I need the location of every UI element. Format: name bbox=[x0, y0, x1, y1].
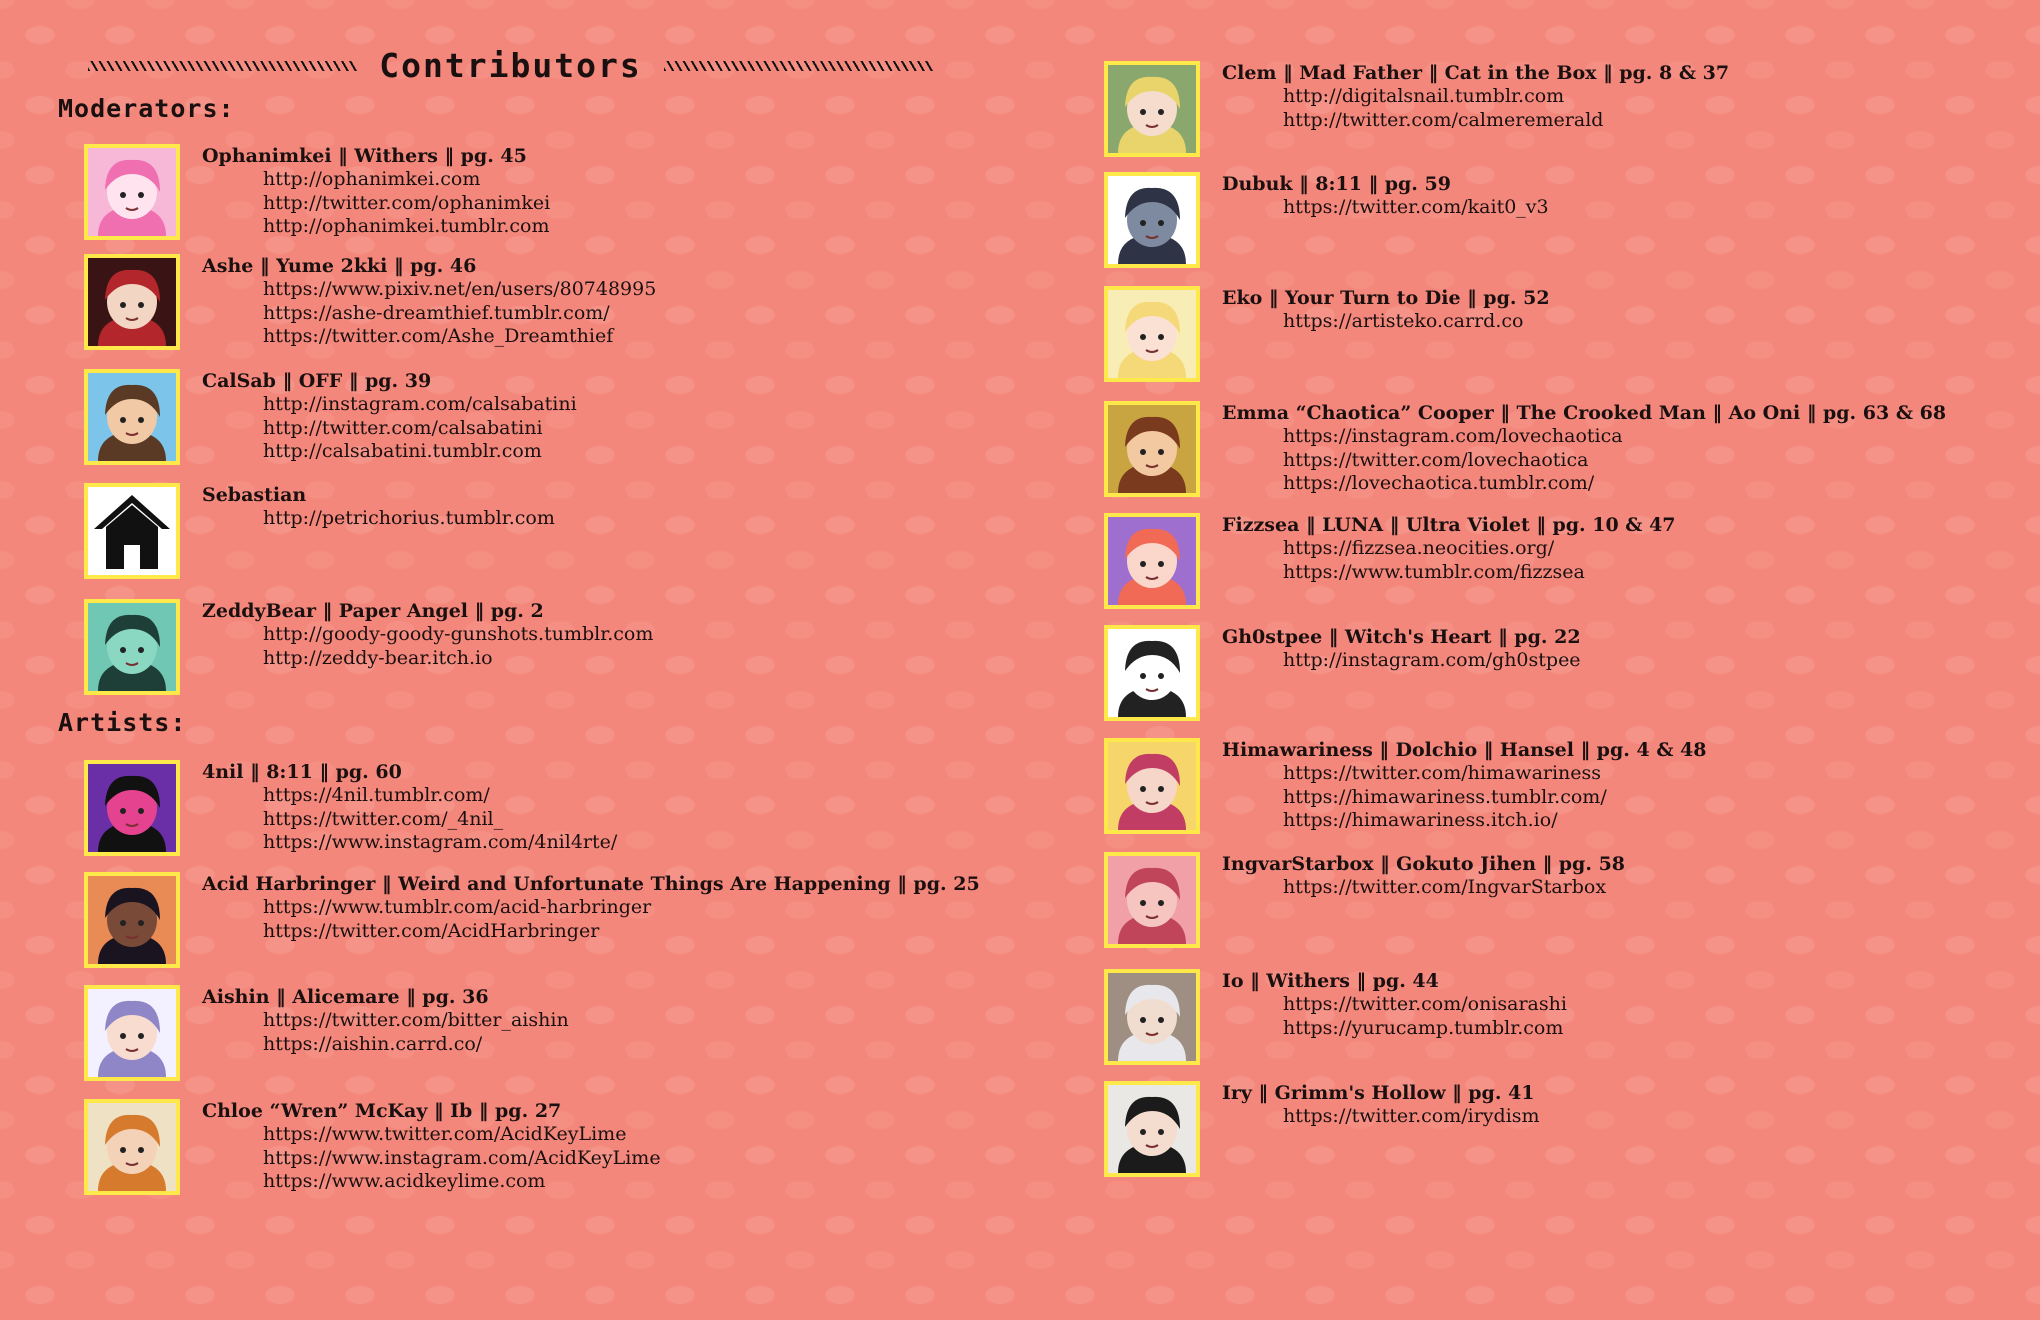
contributor-link[interactable]: https://www.pixiv.net/en/users/80748995 bbox=[263, 278, 657, 300]
contributor-name: Acid Harbringer ‖ Weird and Unfortunate Things Are Happening ‖ pg. 25 bbox=[202, 873, 980, 895]
title-squiggle-left bbox=[88, 61, 357, 71]
contributor-link[interactable]: https://www.instagram.com/4nil4rte/ bbox=[263, 831, 618, 853]
orange-haired-character-avatar bbox=[84, 1099, 180, 1195]
contributor-info bbox=[202, 370, 577, 464]
contributor-link[interactable]: https://lovechaotica.tumblr.com/ bbox=[1283, 472, 1595, 494]
contributor-info bbox=[1222, 402, 1946, 496]
contributor-info bbox=[202, 145, 550, 239]
cat-face-avatar bbox=[1104, 852, 1200, 948]
contributor-link[interactable]: https://himawariness.itch.io/ bbox=[1283, 809, 1558, 831]
contributor-link[interactable]: https://www.instagram.com/AcidKeyLime bbox=[263, 1146, 661, 1169]
contributor-info bbox=[202, 484, 555, 531]
contributor-link[interactable]: http://ophanimkei.com bbox=[263, 168, 481, 190]
contributor-link[interactable]: http://twitter.com/calmeremerald bbox=[1283, 108, 1604, 131]
contributor-link[interactable]: https://4nil.tumblr.com/ bbox=[263, 784, 490, 806]
house-icon bbox=[84, 483, 180, 579]
contributor-name: Clem ‖ Mad Father ‖ Cat in the Box ‖ pg. 8 & 37 bbox=[1222, 62, 1730, 84]
contributor-info bbox=[202, 1100, 661, 1194]
contributor-info bbox=[202, 255, 656, 349]
contributor-info bbox=[1222, 739, 1707, 833]
contributor-link[interactable]: https://twitter.com/Ashe_Dreamthief bbox=[263, 325, 614, 347]
contributor-link[interactable]: http://twitter.com/calsabatini bbox=[263, 416, 543, 439]
contributor-name: 4nil ‖ 8:11 ‖ pg. 60 bbox=[202, 761, 402, 783]
contributor-name: ZeddyBear ‖ Paper Angel ‖ pg. 2 bbox=[202, 600, 544, 622]
page-title bbox=[88, 46, 933, 85]
contributor-link[interactable]: http://goody-goody-gunshots.tumblr.com bbox=[263, 623, 654, 645]
artists-heading: Artists: bbox=[58, 708, 187, 737]
contributor-name: IngvarStarbox ‖ Gokuto Jihen ‖ pg. 58 bbox=[1222, 853, 1626, 875]
moderators-heading: Moderators: bbox=[58, 94, 235, 123]
contributor-info bbox=[202, 986, 569, 1056]
contributor-link[interactable]: https://himawariness.tumblr.com/ bbox=[1283, 785, 1607, 808]
contributor-link[interactable]: https://www.twitter.com/AcidKeyLime bbox=[263, 1123, 627, 1145]
contributor-name: Eko ‖ Your Turn to Die ‖ pg. 52 bbox=[1222, 287, 1550, 309]
contributor-name: Fizzsea ‖ LUNA ‖ Ultra Violet ‖ pg. 10 & 47 bbox=[1222, 514, 1676, 536]
contributor-link[interactable]: https://yurucamp.tumblr.com bbox=[1283, 1016, 1564, 1039]
witch-hat-character-avatar bbox=[1104, 61, 1200, 157]
contributor-info bbox=[1222, 1082, 1540, 1129]
silver-haired-character-avatar bbox=[1104, 969, 1200, 1065]
contributor-link[interactable]: http://zeddy-bear.itch.io bbox=[263, 646, 493, 669]
contributor-link[interactable]: https://fizzsea.neocities.org/ bbox=[1283, 537, 1555, 559]
contributor-name: Sebastian bbox=[202, 484, 307, 506]
contributor-link[interactable]: http://twitter.com/ophanimkei bbox=[263, 191, 551, 214]
page-title-text: Contributors bbox=[379, 46, 642, 85]
glasses-character-avatar bbox=[1104, 401, 1200, 497]
contributor-info bbox=[202, 873, 980, 943]
line-art-character-avatar bbox=[1104, 625, 1200, 721]
contributor-info bbox=[1222, 173, 1549, 220]
contributor-link[interactable]: http://instagram.com/calsabatini bbox=[263, 393, 577, 415]
contributor-link[interactable]: https://ashe-dreamthief.tumblr.com/ bbox=[263, 301, 610, 324]
contributor-link[interactable]: https://www.acidkeylime.com bbox=[263, 1170, 546, 1192]
contributor-link[interactable]: https://artisteko.carrd.co bbox=[1283, 310, 1524, 332]
contributor-link[interactable]: https://twitter.com/bitter_aishin bbox=[263, 1009, 569, 1031]
contributor-link[interactable]: https://twitter.com/irydism bbox=[1283, 1105, 1540, 1127]
contributor-link[interactable]: https://twitter.com/onisarashi bbox=[1283, 993, 1567, 1015]
dark-haired-character-avatar bbox=[84, 872, 180, 968]
contributor-link[interactable]: https://twitter.com/lovechaotica bbox=[1283, 448, 1589, 471]
contributor-info bbox=[1222, 970, 1567, 1040]
red-haired-character-avatar bbox=[84, 254, 180, 350]
contributor-link[interactable]: https://twitter.com/himawariness bbox=[1283, 762, 1602, 784]
contributor-link[interactable]: http://calsabatini.tumblr.com bbox=[263, 440, 542, 462]
contributor-name: Chloe “Wren” McKay ‖ Ib ‖ pg. 27 bbox=[202, 1100, 562, 1122]
contributor-info bbox=[202, 600, 653, 670]
coral-haired-character-avatar bbox=[1104, 513, 1200, 609]
contributor-name: Io ‖ Withers ‖ pg. 44 bbox=[1222, 970, 1439, 992]
contributor-info bbox=[1222, 853, 1625, 900]
contributor-info bbox=[1222, 514, 1676, 584]
contributor-name: Ophanimkei ‖ Withers ‖ pg. 45 bbox=[202, 145, 527, 167]
contributor-link[interactable]: https://twitter.com/_4nil_ bbox=[263, 807, 504, 830]
contributor-name: Gh0stpee ‖ Witch's Heart ‖ pg. 22 bbox=[1222, 626, 1581, 648]
bearded-man-avatar bbox=[84, 369, 180, 465]
contributor-link[interactable]: http://petrichorius.tumblr.com bbox=[263, 507, 555, 529]
bunny-character-avatar bbox=[1104, 1081, 1200, 1177]
contributor-link[interactable]: https://twitter.com/kait0_v3 bbox=[1283, 196, 1549, 218]
lavender-haired-character-avatar bbox=[84, 985, 180, 1081]
contributor-name: Emma “Chaotica” Cooper ‖ The Crooked Man ‖ Ao Oni ‖ pg. 63 & 68 bbox=[1222, 402, 1947, 424]
contributor-link[interactable]: https://instagram.com/lovechaotica bbox=[1283, 425, 1623, 447]
contributor-name: Iry ‖ Grimm's Hollow ‖ pg. 41 bbox=[1222, 1082, 1535, 1104]
blonde-character-avatar bbox=[1104, 286, 1200, 382]
pink-haired-character-avatar bbox=[84, 144, 180, 240]
contributor-info bbox=[1222, 626, 1581, 673]
contributor-link[interactable]: http://instagram.com/gh0stpee bbox=[1283, 649, 1581, 671]
contributor-link[interactable]: https://twitter.com/IngvarStarbox bbox=[1283, 876, 1607, 898]
title-squiggle-right bbox=[664, 61, 933, 71]
contributor-link[interactable]: https://twitter.com/AcidHarbringer bbox=[263, 919, 600, 942]
green-creature-avatar bbox=[84, 599, 180, 695]
contributor-info bbox=[202, 761, 617, 855]
wolf-character-avatar bbox=[1104, 172, 1200, 268]
contributor-name: Dubuk ‖ 8:11 ‖ pg. 59 bbox=[1222, 173, 1451, 195]
contributor-link[interactable]: https://www.tumblr.com/fizzsea bbox=[1283, 560, 1585, 583]
group-characters-avatar bbox=[1104, 738, 1200, 834]
contributor-link[interactable]: https://aishin.carrd.co/ bbox=[263, 1032, 483, 1055]
contributor-name: CalSab ‖ OFF ‖ pg. 39 bbox=[202, 370, 432, 392]
contributor-info bbox=[1222, 62, 1729, 132]
purple-glasses-character-avatar bbox=[84, 760, 180, 856]
contributor-name: Ashe ‖ Yume 2kki ‖ pg. 46 bbox=[202, 255, 477, 277]
contributor-link[interactable]: https://www.tumblr.com/acid-harbringer bbox=[263, 896, 652, 918]
contributor-name: Aishin ‖ Alicemare ‖ pg. 36 bbox=[202, 986, 489, 1008]
contributor-link[interactable]: http://ophanimkei.tumblr.com bbox=[263, 215, 550, 237]
contributor-info bbox=[1222, 287, 1550, 334]
contributor-link[interactable]: http://digitalsnail.tumblr.com bbox=[1283, 85, 1565, 107]
contributor-name: Himawariness ‖ Dolchio ‖ Hansel ‖ pg. 4 & 48 bbox=[1222, 739, 1707, 761]
